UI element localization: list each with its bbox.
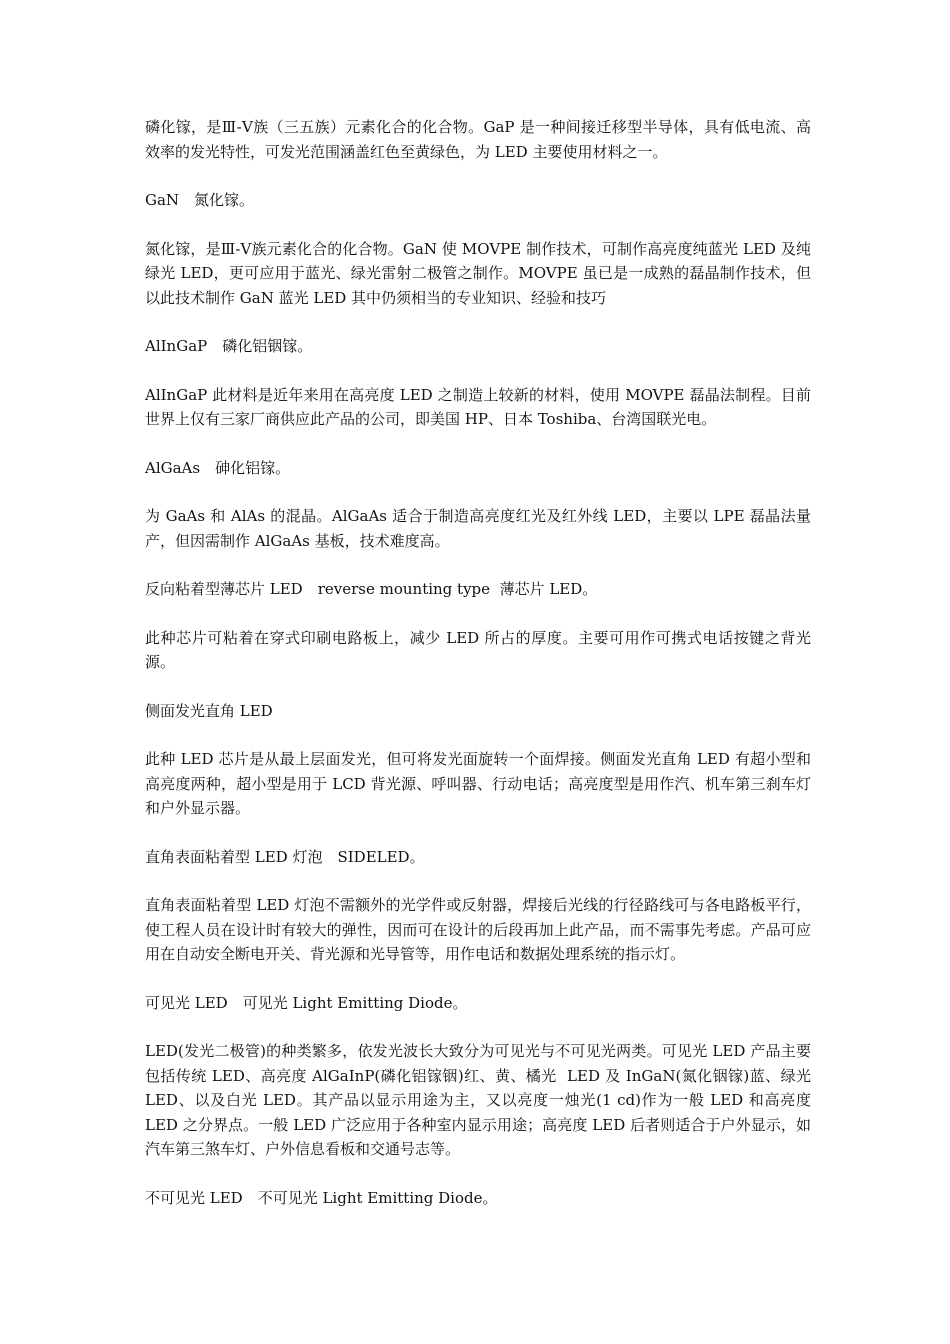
paragraph-reverse-mounting-description: 此种芯片可粘着在穿式印刷电路板上，减少 LED 所占的厚度。主要可用作可携式电话按键之背光源。 [145, 628, 811, 671]
paragraph-visible-led-description: LED(发光二极管)的种类繁多，依发光波长大致分为可见光与不可见光两类。可见光 LED 产品主要包括传统 LED、高亮度 AlGaInP(磷化铝镓铟)红、黄、橘光 LED 及 InGaN(氮化铟镓)蓝、绿光 LED、以及白光 LED。其产品以显示用途为主，又以亮度一烛光(1 cd)作为一般 LED 和高亮度 LED 之分界点。一般 LED 广泛应用于各种室内显示用途；高亮度 LED 后者则适合于户外显示，如汽车第三煞车灯、户外信息看板和交通号志等。 [145, 1042, 816, 1158]
paragraph-side-emitting-description: 此种 LED 芯片是从最上层面发光，但可将发光面旋转一个面焊接。侧面发光直角 LED 有超小型和高亮度两种，超小型是用于 LCD 背光源、呼叫器、行动电话；高亮度型是用作汽、机车第三刹车灯和户外显示器。 [145, 750, 811, 817]
paragraph-gap-description: 磷化镓，是Ⅲ-Ⅴ族（三五族）元素化合的化合物。GaP 是一种间接迁移型半导体，具有低电流、高效率的发光特性，可发光范围涵盖红色至黄绿色，为 LED 主要使用材料之一。 [145, 118, 811, 161]
term-alingap: AlInGaP 磷化铝铟镓。 [145, 337, 313, 355]
paragraph-alingap-description: AlInGaP 此材料是近年来用在高亮度 LED 之制造上较新的材料，使用 MOVPE 磊晶法制程。目前世界上仅有三家厂商供应此产品的公司，即美国 HP、日本 Toshiba、台湾国联光电。 [145, 385, 811, 428]
paragraph-algaas-description: 为 GaAs 和 AlAs 的混晶。AlGaAs 适合于制造高亮度红光及红外线 LED，主要以 LPE 磊晶法量产，但因需制作 AlGaAs 基板，技术难度高。 [145, 507, 811, 550]
term-reverse-mounting-led: 反向粘着型薄芯片 LED reverse mounting type 薄芯片 LED。 [145, 580, 598, 598]
paragraph-gan-description: 氮化镓，是Ⅲ-Ⅴ族元素化合的化合物。GaN 使 MOVPE 制作技术，可制作高亮度纯蓝光 LED 及纯绿光 LED，更可应用于蓝光、绿光雷射二极管之制作。MOVPE 虽已是一成熟的磊晶制作技术，但以此技术制作 GaN 蓝光 LED 其中仍须相当的专业知识、经验和技巧 [145, 239, 811, 307]
term-visible-led: 可见光 LED 可见光 Light Emitting Diode。 [145, 993, 468, 1012]
paragraph-sideled-description: 直角表面粘着型 LED 灯泡不需额外的光学件或反射器，焊接后光线的行径路线可与各电路板平行，使工程人员在设计时有较大的弹性，因而可在设计的后段再加上此产品，而不需事先考虑。产品可应用在自动安全断电开关、背光源和光导管等，用作电话和数据处理系统的指示灯。 [145, 896, 811, 963]
term-sideled: 直角表面粘着型 LED 灯泡 SIDELED。 [145, 847, 425, 866]
term-side-emitting-led: 侧面发光直角 LED [145, 701, 273, 720]
term-gan: GaN 氮化镓。 [145, 191, 255, 209]
term-invisible-led: 不可见光 LED 不可见光 Light Emitting Diode。 [145, 1188, 498, 1207]
document-body [145, 115, 816, 1234]
term-algaas: AlGaAs 砷化铝镓。 [145, 458, 291, 477]
